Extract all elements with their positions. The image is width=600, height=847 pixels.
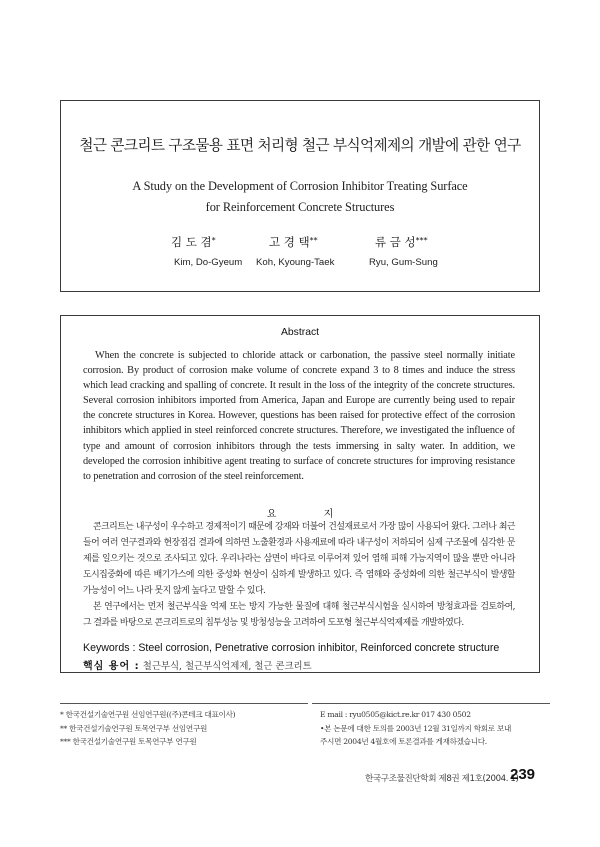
keywords-en-label: Keywords : (83, 642, 136, 654)
author-3-en: Ryu, Gum-Sung (369, 257, 438, 268)
paper-title-ko: 철근 콘크리트 구조물용 표면 처리형 철근 부식억제제의 개발에 관한 연구 (79, 137, 521, 154)
footnote-discussion-1: •본 논문에 대한 토의를 2003년 12월 31일까지 학회로 보내 (320, 723, 512, 733)
footnote-affiliation-2: ** 한국건설기술연구원 토목연구부 선임연구원 (60, 723, 208, 733)
summary-ko-paragraph-2: 본 연구에서는 먼저 철근부식을 억제 또는 방지 가능한 물질에 대해 철근부식시험을 실시하여 방청효과를 검토하여, 그 결과를 바탕으로 콘크리트로의 침투성능 및 방청성능을 고려하여 도포형 철근부식억제제를 개발하였다. (83, 602, 515, 628)
author-2-en: Koh, Kyoung-Taek (256, 257, 335, 268)
keywords-ko-label: 핵심 용어 : (83, 661, 140, 672)
footnote-rule-right (312, 703, 550, 704)
summary-ko-body (83, 519, 515, 631)
keywords-ko-value: 철근부식, 철근부식억제제, 철근 콘크리트 (142, 661, 312, 672)
journal-info: 한국구조물진단학회 제8권 제1호(2004. 1) (365, 774, 519, 784)
author-1-ko: 김 도 겸* (171, 235, 216, 249)
title-en-line1: A Study on the Development of Corrosion Inhibitor Treating Surface (132, 179, 468, 193)
paper-title-en (60, 176, 540, 218)
title-en-line2: for Reinforcement Concrete Structures (205, 200, 395, 214)
keywords-en (83, 642, 543, 654)
footnote-rule-left (60, 703, 308, 704)
abstract-body: When the concrete is subjected to chloride attack or carbonation, the passive steel normally initiate corrosion. By product of corrosion make volume of concrete expand 3 to 8 times and induce the stress which lead cracking and spalling of concrete. It result in the loss of the integrity of the concrete structures. Several corrosion inhibitors imported from America, Japan and Europe are currently being used to repair the concrete structures in Korea. However, questions has been raised for protective effect of the corrosion inhibitors which applied in steel reinforced concrete structures. Therefore, we investigated the influence of type and amount of corrosion inhibitors through the tests immersing in salty water. In addition, we developed the corrosion inhibitive agent treating to surface of concrete structures for improving resistance to penetration and corrosion of the steel reinforcement. (83, 350, 515, 482)
footnote-discussion-2: 주시면 2004년 4월호에 토론결과를 게재하겠습니다. (320, 737, 487, 746)
author-3-ko: 류 금 성*** (375, 235, 428, 249)
abstract-heading: Abstract (280, 327, 320, 338)
keywords-ko (83, 657, 543, 672)
author-1-en: Kim, Do-Gyeum (174, 257, 243, 268)
footnotes-contact (320, 708, 545, 749)
footnotes-affiliations (60, 708, 310, 749)
keywords-en-value: Steel corrosion, Penetrative corrosion inhibitor, Reinforced concrete structure (138, 642, 500, 654)
summary-ko-paragraph-1: 콘크리트는 내구성이 우수하고 경제적이기 때문에 강재와 더불어 건설재료로서 가장 많이 사용되어 왔다. 그러나 최근 들어 여러 연구결과와 현장점검 결과에 의하면 노출환경과 사용재료에 따라 내구성이 저하되어 심제 구조물에 심각한 문제를 일으키는 것으로 조사되고 있다. 우리나라는 삼면이 바다로 이루어져 있어 염해 피해 가능지역이 많을 뿐만 아니라 도시집중화에 따른 배기가스에 의한 중성화 현상이 심하게 발생하고 있다. 즉 염해와 중성화에 의한 철근부식이 발생할 가능성이 어느 나라 못지 않게 높다고 말할 수 있다. (83, 522, 515, 596)
footnote-affiliation-3: *** 한국건설기술연구원 토목연구부 연구원 (60, 737, 197, 746)
summary-ko-heading: 요 지 (266, 509, 356, 520)
footnote-email: E mail : ryu0505@kict.re.kr 017 430 0502 (320, 710, 471, 719)
author-2-ko: 고 경 택** (269, 235, 318, 249)
page-number: 239 (510, 766, 536, 783)
footnote-affiliation-1: * 한국건설기술연구원 선임연구원((주)콘테크 대표이사) (60, 710, 236, 719)
